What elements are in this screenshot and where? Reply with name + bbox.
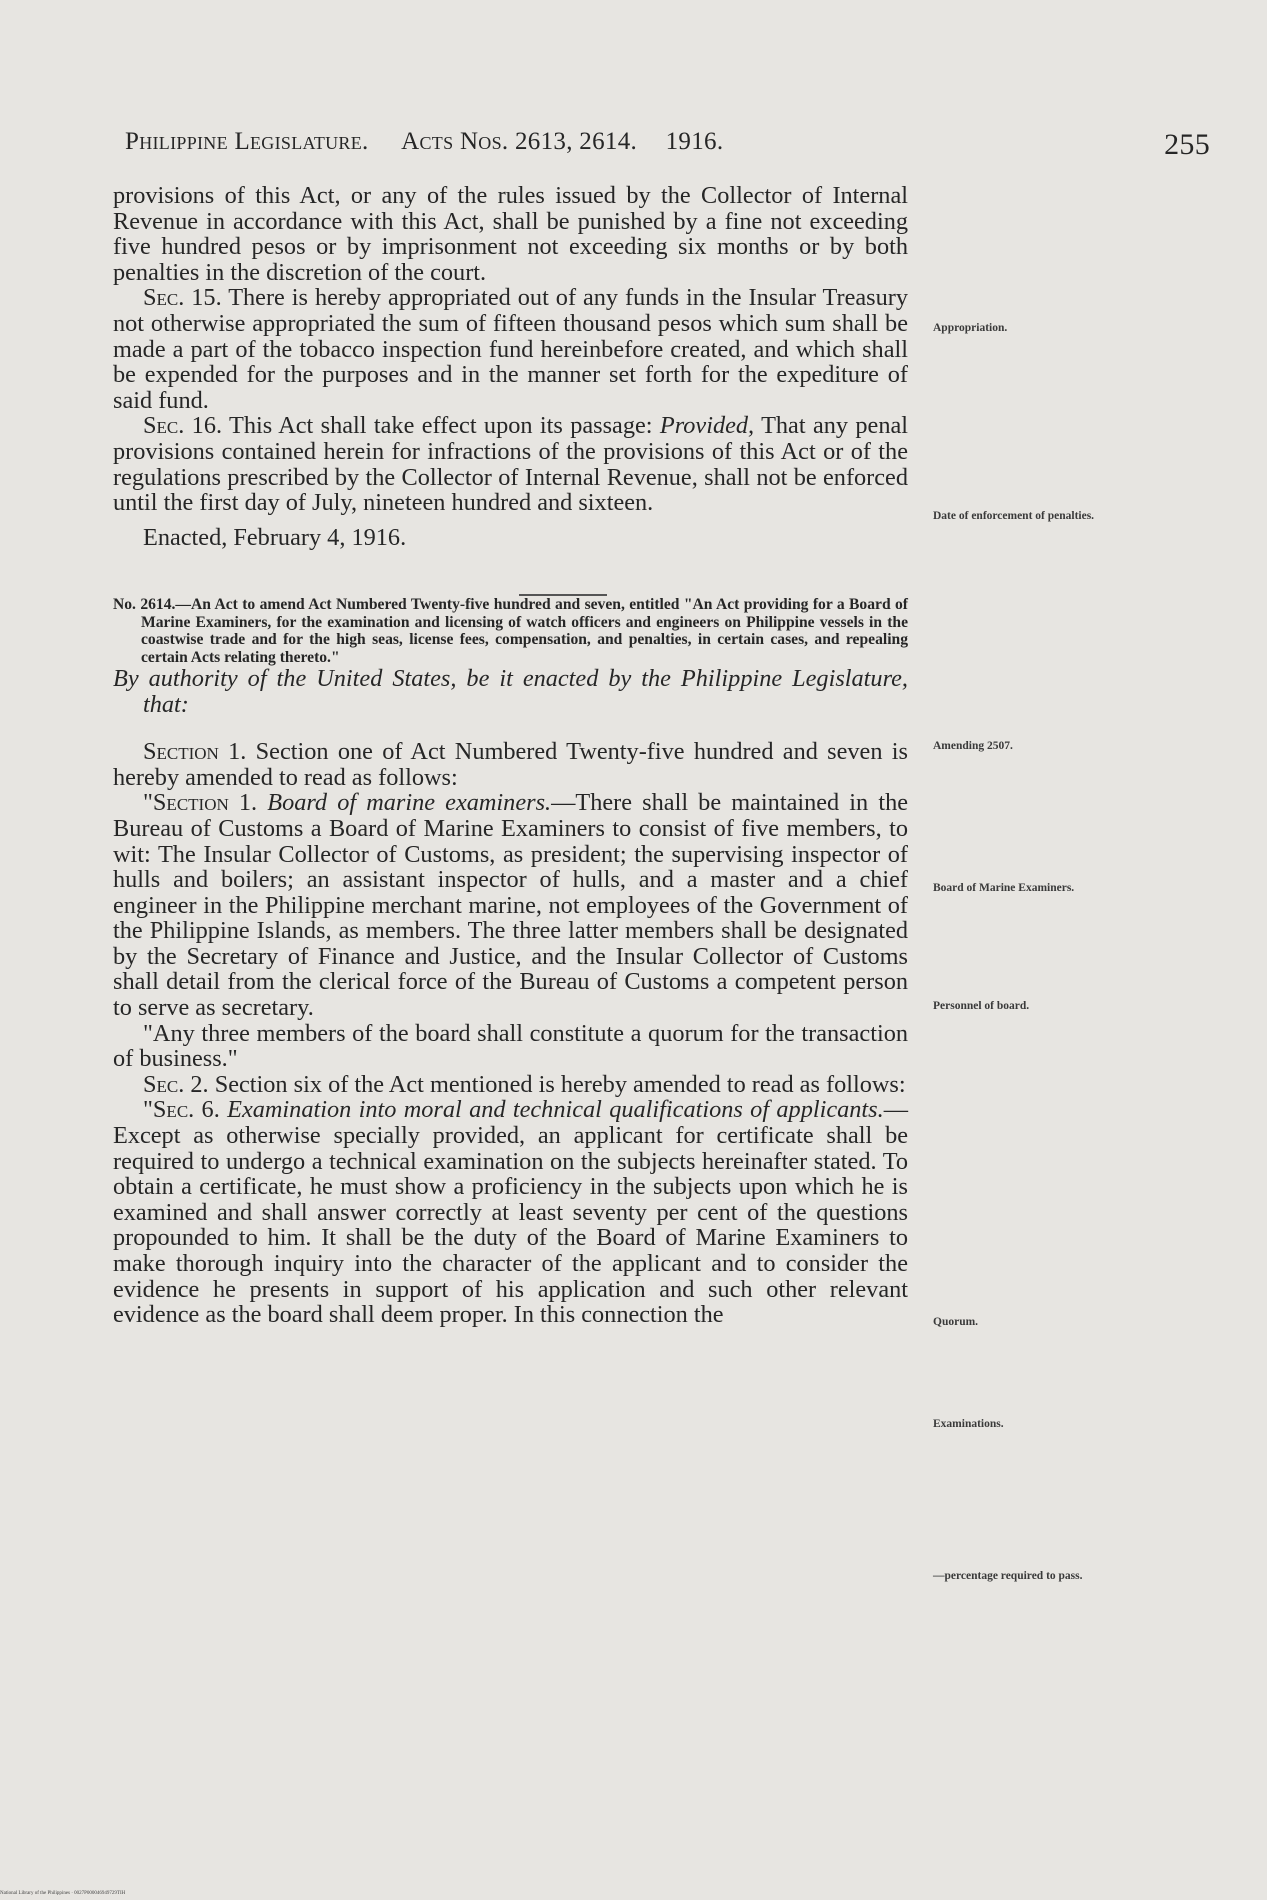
enacted-line: Enacted, February 4, 1916. <box>143 523 407 551</box>
margin-note-examinations: Examinations. <box>933 1418 1004 1430</box>
quoted-section-1-title: Board of marine examiners. <box>267 789 552 817</box>
margin-note-amending: Amending 2507. <box>933 740 1013 752</box>
margin-note-appropriation: Appropriation. <box>933 322 1008 334</box>
margin-note-quorum: Quorum. <box>933 1316 979 1328</box>
header-acts: Acts Nos. 2613, 2614. <box>401 128 638 155</box>
section-15-text: There is hereby appropriated out of any funds in the Insular Treasury not otherwise appropriated the sum of fifteen thousand pesos which sum shall be made a part of the tobacco inspection fund hereinbefore created, and which shall be expended for the purposes and in the manner set forth for the expediture of said fund. <box>113 284 908 414</box>
act-summary: No. 2614.—An Act to amend Act Numbered Twenty-five hundred and seven, entitled "An Act providing for a Board of Marine Examiners, for the examination and licensing of watch officers and engineers on Philippine vessels in the coastwise trade and for the high seas, license fees, compensation, and penalties, in certain cases, and repealing certain Acts relating thereto." <box>113 596 908 666</box>
section-1-label: Section 1. <box>143 738 247 766</box>
quoted-section-6-text: —Except as otherwise specially provided, an applicant for certificate shall be required to undergo a technical examination on the subjects hereinafter stated. To obtain a certificate, he must show a proficiency in the subjects upon which he is examined and shall answer correctly at least seventy per cent of the questions propounded to him. It shall be the duty of the Board of Marine Examiners to make thorough inquiry into the character of the applicant and to consider the evidence he presents in support of his application and such other relevant evidence as the board shall deem proper. In this connection the <box>113 1096 908 1329</box>
margin-note-personnel: Personnel of board. <box>933 1000 1030 1012</box>
margin-note-percentage: —percentage required to pass. <box>933 1570 1083 1582</box>
spacer <box>113 717 908 739</box>
margin-note-date-enforcement: Date of enforcement of penalties. <box>933 510 1095 522</box>
paragraph-continuation: provisions of this Act, or any of the rules issued by the Collector of Internal Revenue in accordance with this Act, shall be punished by a fine not exceeding five hundred pesos or by imprisonment not exceeding six months or by both penalties in the discretion of the court. <box>113 182 908 286</box>
quoted-section-1-label: Section 1. <box>152 789 258 817</box>
main-text <box>113 183 908 1328</box>
section-15 <box>113 285 908 413</box>
section-2 <box>113 1072 908 1098</box>
margin-note-board: Board of Marine Examiners. <box>933 882 1075 894</box>
quoted-section-6-title: Examination into moral and technical qualifications of applicants. <box>227 1096 884 1124</box>
quoted-section-1-text: —There shall be maintained in the Bureau of Customs a Board of Marine Examiners to consist of five members, to wit: The Insular Collector of Customs, as president; the supervising inspector of hulls and boilers; an assistant inspector of hulls, and a master and a chief engineer in the Philippine merchant marine, not employees of the Government of the Philippine Islands, as members. The three latter members shall be designated by the Secretary of Finance and Justice, and the Insular Collector of Customs shall detail from the clerical force of the Bureau of Customs a competent person to serve as secretary. <box>113 789 909 1022</box>
section-1 <box>113 739 908 790</box>
section-2-text: Section six of the Act mentioned is hereby amended to read as follows: <box>214 1070 906 1098</box>
quoted-section-6 <box>113 1097 908 1327</box>
provided-word: Provided, <box>659 412 755 440</box>
quoted-section-6-label: Sec. 6. <box>152 1096 220 1124</box>
page-number: 255 <box>1164 128 1210 161</box>
section-16 <box>113 413 908 515</box>
footer-credit: National Library of the Philippines · 0027P000046949729TIH <box>0 1891 126 1896</box>
section-2-label: Sec. 2. <box>143 1070 209 1098</box>
section-15-label: Sec. 15. <box>143 284 222 312</box>
header-title: Philippine Legislature. <box>125 128 369 155</box>
section-16-text-a: This Act shall take effect upon its passage: <box>228 412 653 440</box>
section-16-text-b: That any penal provisions contained herein for infractions of the provisions of this Act or of the regulations prescribed by the Collector of Internal Revenue, shall not be enforced until the first day of July, nineteen hundred and sixteen. <box>113 412 909 517</box>
quorum-paragraph: "Any three members of the board shall constitute a quorum for the transaction of business." <box>113 1019 908 1073</box>
running-header <box>125 128 1210 161</box>
quoted-section-1 <box>113 790 908 1020</box>
section-16-label: Sec. 16. <box>143 412 223 440</box>
enacting-clause: By authority of the United States, be it enacted by the Philippine Legislature, that: <box>113 664 908 718</box>
header-year: 1916. <box>665 128 724 155</box>
open-quote: " <box>143 789 153 817</box>
section-1-text: Section one of Act Numbered Twenty-five hundred and seven is hereby amended to read as follows: <box>113 738 908 791</box>
open-quote: " <box>143 1096 153 1124</box>
